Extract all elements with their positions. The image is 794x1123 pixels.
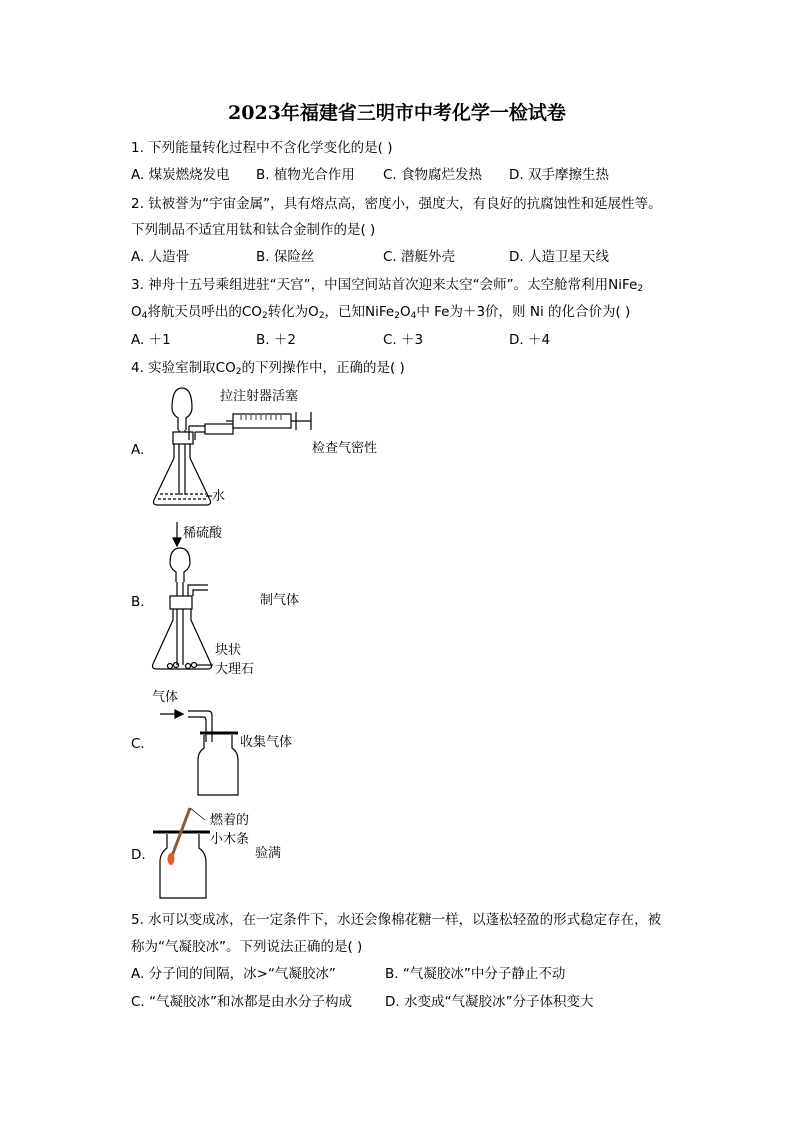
q3-stem-line2: $O_4$将航天员呼出的$CO_2$转化为$O_2$，已知$NiFe_2O_4$中 Fe为＋3价，则 Ni 的化合价为( ) [131,304,631,321]
q2-stem-line2: 下列制品不适宜用钛和钛合金制作的是( ) [131,222,376,238]
q2-option-c: C. 潜艇外壳 [383,249,456,265]
q1-option-d: D. 双手摩擦生热 [509,167,609,183]
q5-stem-line1: 5. 水可以变成冰，在一定条件下，水还会像棉花糖一样，以蓬松轻盈的形式稳定存在，被 [131,912,662,928]
q4-option-d-caption: 验满 [255,846,282,861]
wooden-stick-label: 小木条 [210,832,250,847]
q3-option-a: A. ＋1 [131,332,171,348]
exam-title: 2023年福建省三明市中考化学一检试卷 [228,102,566,124]
q3-option-b: B. ＋2 [256,332,296,348]
q1-stem: 1. 下列能量转化过程中不含化学变化的是( ) [131,140,393,156]
q1-option-a: A. 煤炭燃烧发电 [131,167,230,183]
marble-label: 大理石 [215,662,255,677]
q5-option-d: D. 水变成“气凝胶冰”分子体积变大 [385,994,594,1010]
syringe-label: 拉注射器活塞 [220,389,299,404]
q3-stem-line1: 3. 神舟十五号乘组进驻“天宫”，中国空间站首次迎来太空“会师”。太空舱常利用NiFe$_2$ [131,277,644,294]
q4-stem: 4. 实验室制取$CO_2$的下列操作中，正确的是( ) [131,360,405,377]
burning-label: 燃着的 [210,813,250,828]
q4-option-b-letter: B. [131,594,145,610]
q2-stem-line1: 2. 钛被誉为“宇宙金属”，具有熔点高，密度小，强度大，有良好的抗腐蚀性和延展性等。 [131,196,662,212]
lump-label: 块状 [215,643,242,658]
dilute-sulfuric-acid-label: 稀硫酸 [183,526,223,541]
q5-stem-line2: 称为“气凝胶冰”。下列说法正确的是( ) [131,939,363,955]
q2-option-b: B. 保险丝 [256,249,315,265]
q4-option-a-caption: 检查气密性 [312,441,378,456]
q4-option-a-letter: A. [131,442,145,458]
q2-option-d: D. 人造卫星天线 [509,249,609,265]
q4-option-d-letter: D. [131,847,146,863]
q2-option-a: A. 人造骨 [131,249,190,265]
q4-option-b-caption: 制气体 [260,593,300,608]
q3-option-d: D. ＋4 [509,332,551,348]
q5-option-a: A. 分子间的间隔，冰>“气凝胶冰” [131,966,336,982]
q1-option-b: B. 植物光合作用 [256,167,355,183]
q5-option-c: C. “气凝胶冰”和冰都是由水分子构成 [131,994,352,1010]
q3-option-c: C. ＋3 [383,332,424,348]
water-label: 水 [212,489,226,504]
gas-label: 气体 [152,690,179,705]
q1-option-c: C. 食物腐烂发热 [383,167,483,183]
q5-option-b: B. “气凝胶冰”中分子静止不动 [385,966,566,982]
q4-option-c-letter: C. [131,736,145,752]
q4-option-c-caption: 收集气体 [240,735,293,750]
